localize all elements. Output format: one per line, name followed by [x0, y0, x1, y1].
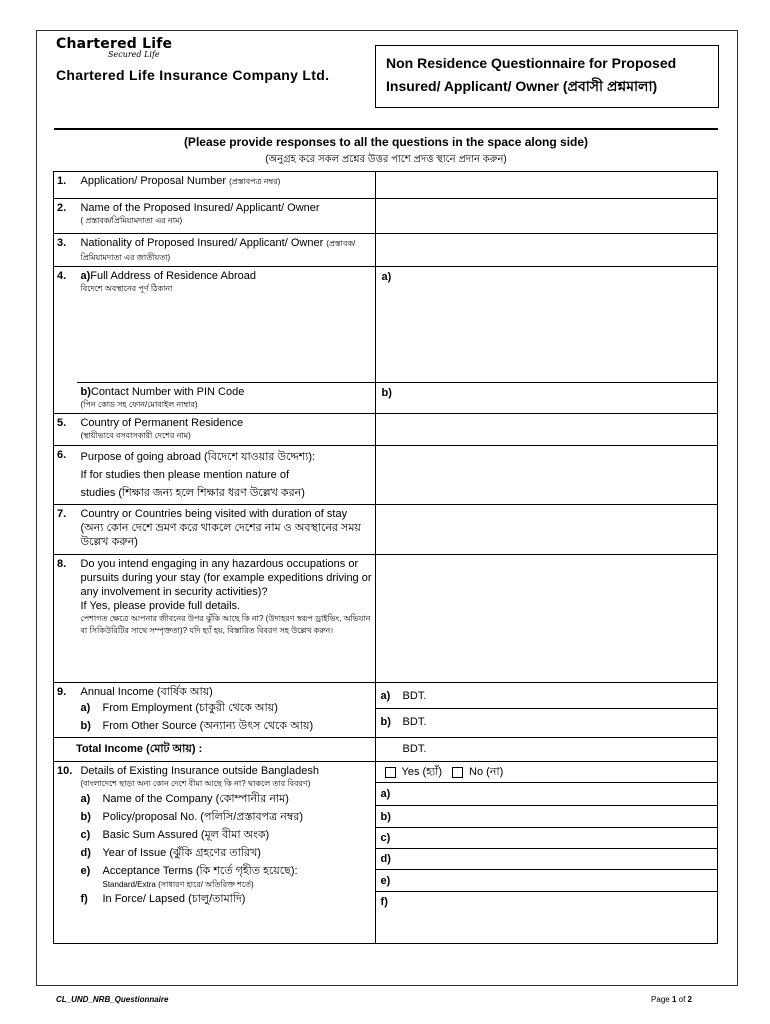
- question-number: 10.: [54, 762, 78, 944]
- question-text: Country of Permanent Residence (স্থায়ীভাবে বসবাসকারী দেশের নাম): [77, 414, 375, 446]
- form-title-line2: Insured/ Applicant/ Owner (প্রবাসী প্রশ্নমালা): [386, 78, 658, 94]
- answer-field-name[interactable]: [375, 199, 717, 234]
- question-text: Nationality of Proposed Insured/ Applicant/ Owner (প্রস্তাবক/প্রিমিয়ামদাতা এর জাতীয়তা): [77, 234, 375, 267]
- question-text: Purpose of going abroad (বিদেশে যাওয়ার উদ্দেশ্য): If for studies then please mention nature of studies (শিক্ষার জন্য হলে শিক্ষার ধরণ উল্লেখ করন): [77, 446, 375, 505]
- question-text: Details of Existing Insurance outside Bangladesh (বাংলাদেশে ছাড়া অন্য কোন দেশে বীমা আছে কি না? থাকলে তার বিবরণ) a) Name of the Company (কোম্পানীর নাম) b) Policy/proposal No. (পলিসি/প্রস্তাবপত্র নম্বর) c) Basic Sum Assured (মূল বীমা অংক) d) Year of Issue (ঝুঁকি গ্রহণের তারিখ) e) Acceptance Terms (কি শর্তে গৃহীত হয়েছে): Standard/Extra (সাধারণ হারে/ অতিরিক্ত শর্তে) f) In Force/ Lapsed (চালু/তামাদি): [77, 762, 375, 944]
- question-row-1: [54, 172, 718, 199]
- company-name: Chartered Life Insurance Company Ltd.: [56, 67, 330, 83]
- income-employment-field[interactable]: a) BDT.: [376, 683, 717, 709]
- yes-checkbox[interactable]: [385, 767, 396, 778]
- question-number: 9.: [54, 683, 78, 738]
- question-row-4a: [54, 267, 718, 383]
- answer-field-purpose[interactable]: [375, 446, 717, 505]
- question-number: 1.: [54, 172, 78, 199]
- question-text: Application/ Proposal Number (প্রস্তাবপত্র নম্বর): [77, 172, 375, 199]
- questionnaire-table: [53, 171, 718, 944]
- page-number: Page 1 of 2: [651, 995, 692, 1004]
- answer-field-nationality[interactable]: [375, 234, 717, 267]
- question-row-5: [54, 414, 718, 446]
- insurance-status-field[interactable]: f): [380, 896, 388, 908]
- question-number: 7.: [54, 505, 78, 555]
- question-row-8: [54, 555, 718, 683]
- answer-field-contact[interactable]: b): [375, 383, 717, 414]
- answer-field-address[interactable]: a): [375, 267, 717, 383]
- question-row-3: [54, 234, 718, 267]
- form-title-line1: Non Residence Questionnaire for Proposed: [386, 55, 677, 71]
- answer-existing-insurance: [375, 762, 717, 944]
- question-text: a)Full Address of Residence Abroad বিদেশে অবস্থানের পূর্ণ ঠিকানা: [77, 267, 375, 383]
- question-row-7: [54, 505, 718, 555]
- question-number: 4.: [54, 267, 78, 383]
- question-number: 2.: [54, 199, 78, 234]
- question-number: 6.: [54, 446, 78, 505]
- question-text: Name of the Proposed Insured/ Applicant/ Owner ( প্রস্তাবক/প্রিমিয়ামদাতা এর নাম): [77, 199, 375, 234]
- yes-no-row: Yes (হ্যাঁ) No (না): [376, 762, 717, 782]
- no-checkbox[interactable]: [452, 767, 463, 778]
- insurance-policy-field[interactable]: b): [376, 806, 717, 828]
- insurance-terms-field[interactable]: e): [376, 870, 717, 892]
- question-text: Do you intend engaging in any hazardous occupations or pursuits during your stay (for example expeditions driving or any involvement in security activities)? If Yes, please provide full details. পেশাগত ক্ষেত্রে আপনার জীবনের উপর ঝুঁকি আছে কি না? (উদাহরণ স্বরূপ ড্রাইভিং, অভিযান বা সিকিউরিটির সাথে সম্পৃক্ততা)? যদি হ্যাঁ হয়, বিস্তারিত বিবরণ সহ উল্লেখ করুন।: [77, 555, 375, 683]
- total-income-field[interactable]: BDT.: [375, 738, 717, 762]
- insurance-year-field[interactable]: d): [376, 849, 717, 870]
- question-number: 3.: [54, 234, 78, 267]
- company-logo: [56, 36, 216, 59]
- question-text: Country or Countries being visited with duration of stay (অন্য কোন দেশে ভ্রমণ করে থাকলে দেশের নাম ও অবস্থানের সময় উল্লেখ করুন): [77, 505, 375, 555]
- question-row-6: [54, 446, 718, 505]
- question-number: 5.: [54, 414, 78, 446]
- instructions-en: (Please provide responses to all the questions in the space along side): [183, 135, 589, 149]
- question-row-2: [54, 199, 718, 234]
- question-text: b)Contact Number with PIN Code (পিন কোড সহ ফোন/মোবাইল নাম্বার): [77, 383, 375, 414]
- question-text: Annual Income (বার্ষিক আয়) a) From Employment (চাকুরী থেকে আয়) b) From Other Source (অন্যান্য উৎস থেকে আয়): [77, 683, 375, 738]
- logo-text: Chartered Life: [56, 36, 173, 52]
- question-row-4b: [54, 383, 718, 414]
- answer-income: [375, 683, 717, 738]
- question-row-10: [54, 762, 718, 944]
- header-divider: [54, 128, 718, 130]
- question-number: 8.: [54, 555, 78, 683]
- answer-field-country[interactable]: [375, 414, 717, 446]
- insurance-company-field[interactable]: a): [376, 782, 717, 806]
- answer-field-hazardous[interactable]: [375, 555, 717, 683]
- income-other-field[interactable]: b) BDT.: [380, 715, 427, 728]
- logo-tagline: Secured Life: [108, 50, 160, 59]
- form-title-box: [375, 45, 719, 108]
- insurance-sum-field[interactable]: c): [376, 828, 717, 849]
- instructions-bn: (অনুগ্রহ করে সকল প্রশ্নের উত্তর পাশে প্রদত্ত স্থানে প্রদান করুন): [265, 154, 507, 165]
- total-income-label: Total Income (মোট আয়) :: [54, 738, 376, 762]
- answer-field-countries-visited[interactable]: [375, 505, 717, 555]
- document-code: CL_UND_NRB_Questionnaire: [56, 995, 169, 1004]
- question-row-9: [54, 683, 718, 738]
- answer-field-proposal-number[interactable]: [375, 172, 717, 199]
- total-income-row: [54, 738, 718, 762]
